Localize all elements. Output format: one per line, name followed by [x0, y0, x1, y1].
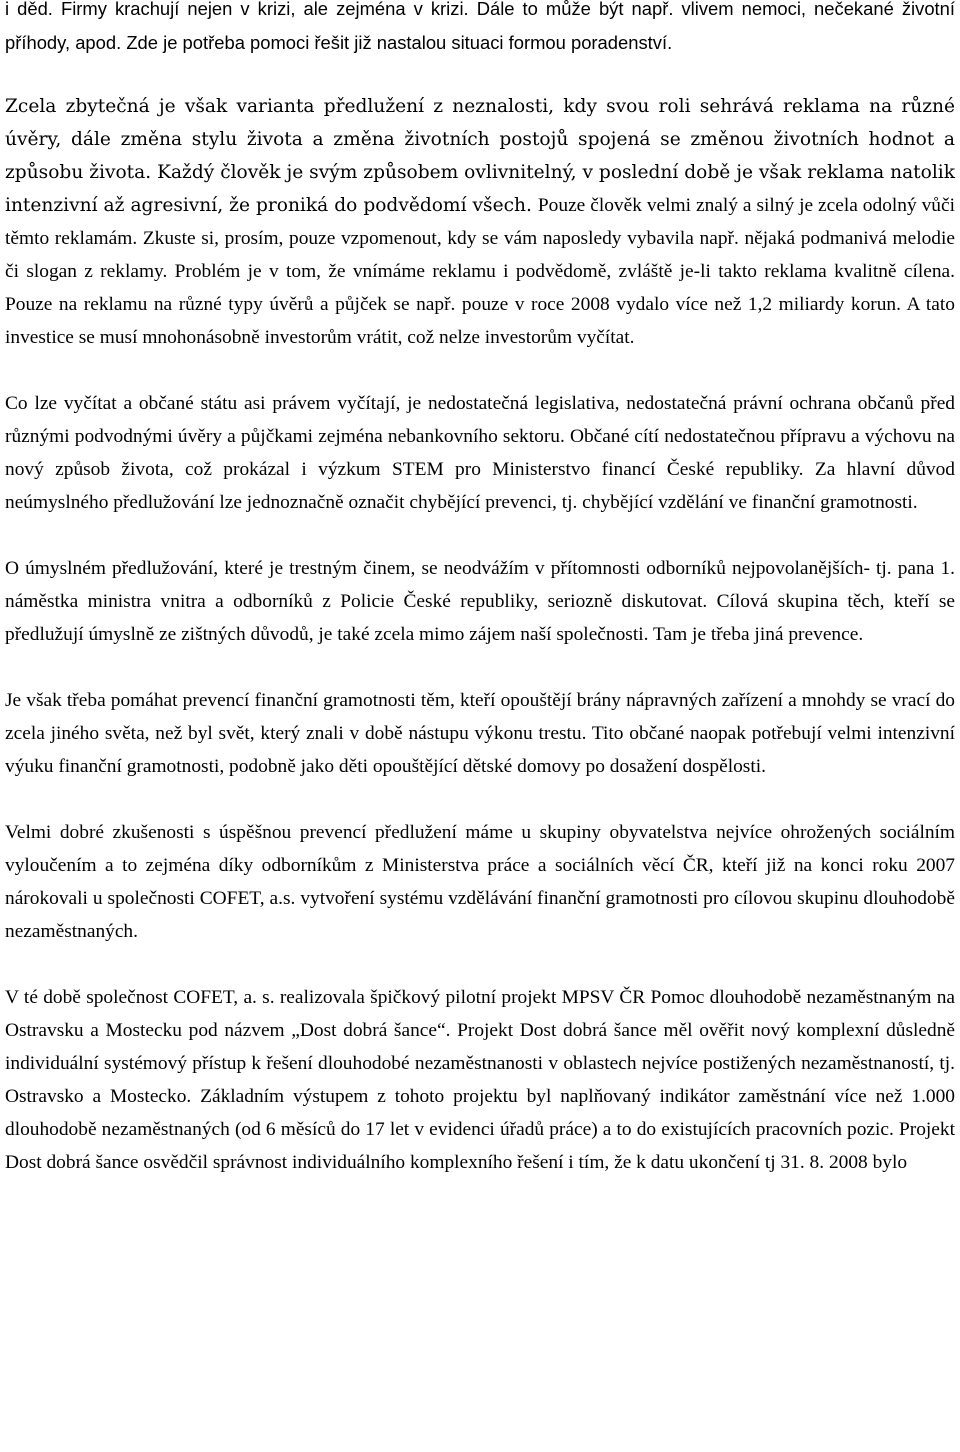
document-page — [5, 0, 955, 1179]
paragraph-7 — [5, 981, 955, 1179]
paragraph-6 — [5, 816, 955, 948]
paragraph-3-text: Co lze vyčítat a občané státu asi právem vyčítají, je nedostatečná legislativa, nedostatečná právní ochrana občanů před různými podvodnými úvěry a půjčkami zejména nebankovního sektoru. Občané cítí nedostatečnou přípravu a výchovu na nový způsob života, což prokázal i výzkum STEM pro Ministerstvo financí České republiky. Za hlavní důvod neúmyslného předlužování lze jednoznačně označit chybějící prevenci, tj. chybějící vzdělání ve finanční gramotnosti. — [5, 393, 955, 513]
paragraph-2-text-c: Pouze člověk velmi znalý a silný je zcela odolný vůči těmto reklamám. Zkuste si, prosím, pouze vzpomenout, kdy se vám naposledy vybavila např. nějaká podmanivá melodie či slogan z reklamy. Problém je v tom, že vnímáme reklamu i podvědomě, zvláště je-li takto reklama kvalitně cílena. Pouze na reklamu na různé typy úvěrů a půjček se např. pouze v roce 2008 vydalo více než 1,2 miliardy korun. A tato investice se musí mnohonásobně investorům vrátit, což nelze investorům vyčítat. — [5, 195, 955, 348]
paragraph-4 — [5, 552, 955, 651]
paragraph-gap — [5, 651, 955, 684]
paragraph-4-text: O úmyslném předlužování, které je trestným činem, se neodvážím v přítomnosti odborníků nejpovolanějších- tj. pana 1. náměstka ministra vnitra a odborníků z Policie České republiky, seriozně diskutovat. Cílová skupina těch, kteří se předlužují úmyslně ze zištných důvodů, je také zcela mimo zájem naší společnosti. Tam je třeba jiná prevence. — [5, 558, 955, 645]
paragraph-7-text: V té době společnost COFET, a. s. realizovala špičkový pilotní projekt MPSV ČR Pomoc dlouhodobě nezaměstnaným na Ostravsku a Mostecku pod názvem „Dost dobrá šance“. Projekt Dost dobrá šance měl ověřit nový komplexní důsledně individuální systémový přístup k řešení dlouhodobé nezaměstnanosti v oblastech nejvíce postižených nezaměstnaností, tj. Ostravsko a Mostecko. Základním výstupem z tohoto projektu byl naplňovaný indikátor zaměstnání více než 1.000 dlouhodobě nezaměstnaných (od 6 měsíců do 17 let v evidenci úřadů práce) a to do existujících pracovních pozic. Projekt Dost dobrá šance osvědčil správnost individuálního komplexního řešení i tím, že k datu ukončení tj 31. 8. 2008 bylo — [5, 987, 955, 1173]
paragraph-gap — [5, 354, 955, 387]
paragraph-6-text: Velmi dobré zkušenosti s úspěšnou prevencí předlužení máme u skupiny obyvatelstva nejvíce ohrožených sociálním vyloučením a to zejména díky odborníkům z Ministerstva práce a sociálních věcí ČR, kteří již na konci roku 2007 nárokovali u společnosti COFET, a.s. vytvoření systému vzdělávání finanční gramotnosti pro cílovou skupinu dlouhodobě nezaměstnaných. — [5, 822, 955, 942]
paragraph-1 — [5, 0, 955, 60]
paragraph-2 — [5, 90, 955, 354]
paragraph-gap — [5, 948, 955, 981]
paragraph-3 — [5, 387, 955, 519]
paragraph-5 — [5, 684, 955, 783]
paragraph-2-text-a: Zcela zbytečná je však varianta předlužení z neznalosti, kdy svou roli sehrává reklama na různé úvěry, dále změna stylu života a změna životních postojů spojená se změnou životních hodnot a způsobu života. — [5, 96, 955, 183]
paragraph-gap — [5, 783, 955, 816]
paragraph-gap — [5, 60, 955, 90]
paragraph-gap — [5, 519, 955, 552]
paragraph-5-text: Je však třeba pomáhat prevencí finanční gramotnosti těm, kteří opouštějí brány nápravných zařízení a mnohdy se vrací do zcela jiného světa, než byl svět, který znali v době nástupu výkonu trestu. Tito občané naopak potřebují velmi intenzivní výuku finanční gramotnosti, podobně jako děti opouštějící dětské domovy po dosažení dospělosti. — [5, 690, 955, 777]
paragraph-1-text: i děd. Firmy krachují nejen v krizi, ale zejména v krizi. Dále to může být např. vlivem nemoci, nečekané životní příhody, apod. Zde je potřeba pomoci řešit již nastalou situaci formou poradenství. — [5, 0, 955, 53]
paragraph-2-text-b: Každý člověk je svým způsobem ovlivnitelný, v poslední době je však reklama natolik intenzivní až agresivní, že proniká do podvědomí všech. — [5, 162, 955, 216]
